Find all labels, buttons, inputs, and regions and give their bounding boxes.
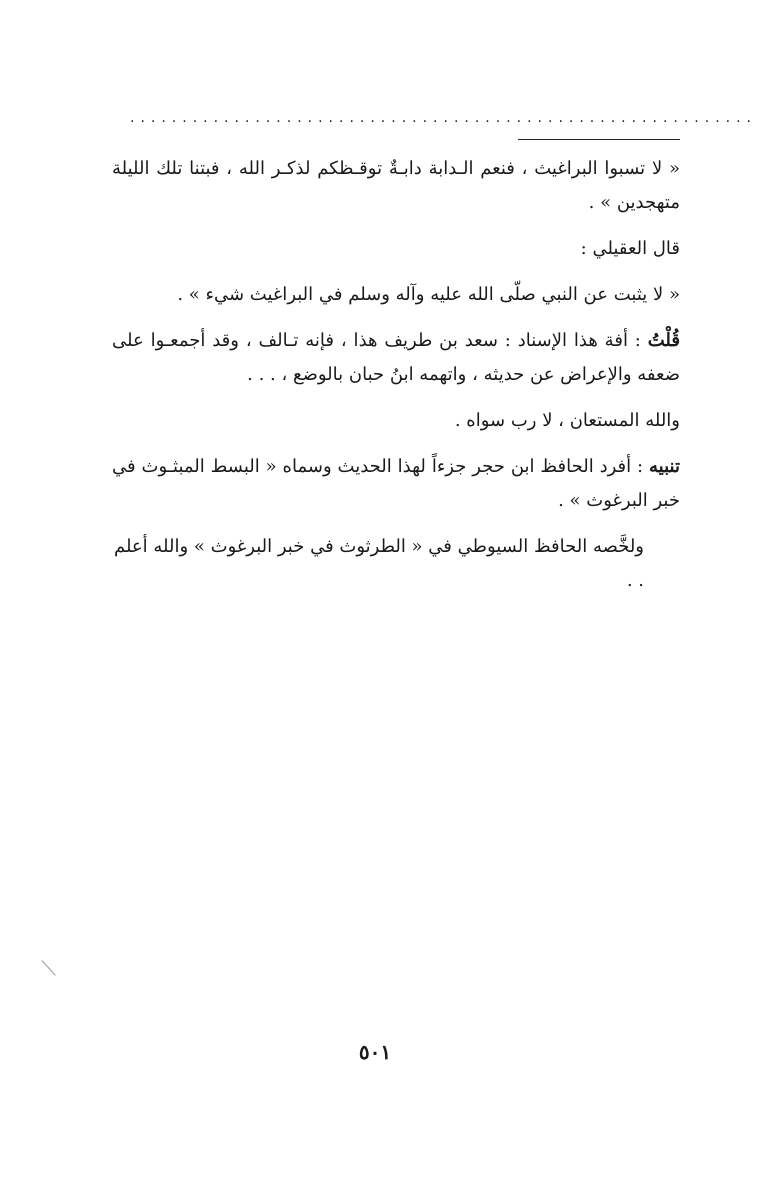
dotted-separator: ............................................................: [130, 110, 757, 126]
scan-artifact-line: [42, 960, 56, 976]
page-body: [112, 152, 680, 610]
note-lead: قُلْتُ: [647, 330, 680, 351]
tanbih-lead: تنبيه: [649, 456, 680, 477]
closing-line: والله المستعان ، لا رب سواه .: [454, 410, 680, 431]
aqili-heading: قال العقيلي :: [580, 238, 680, 259]
tanbih-paragraph: [112, 450, 680, 518]
hadith-quote: « لا تسبوا البراغيث ، فنعم الـدابة دابـةٌ توقـظكم لذكـر الله ، فبتنا تلك الليلة متهجدين » .: [112, 158, 680, 213]
aqili-quote: « لا يثبت عن النبي صلّى الله عليه وآله وسلم في البراغيث شيء » .: [177, 284, 680, 305]
suyuti-paragraph: ولخَّصه الحافظ السيوطي في « الطرثوث في خبر البرغوث » والله أعلم . .: [113, 536, 644, 591]
note-text: : أفة هذا الإسناد : سعد بن طريف هذا ، فإنه تـالف ، وقد أجمعـوا على ضعفه والإعراض عن حديثه ، واتهمه ابنُ حبان بالوضع ، . . .: [112, 330, 680, 385]
author-note: [112, 324, 680, 392]
page-number: ٥٠١: [358, 1040, 392, 1064]
footnote-rule: [518, 139, 680, 140]
tanbih-text: : أفرد الحافظ ابن حجر جزءاً لهذا الحديث وسماه « البسط المبثـوث في خبر البرغوث » .: [112, 456, 680, 511]
